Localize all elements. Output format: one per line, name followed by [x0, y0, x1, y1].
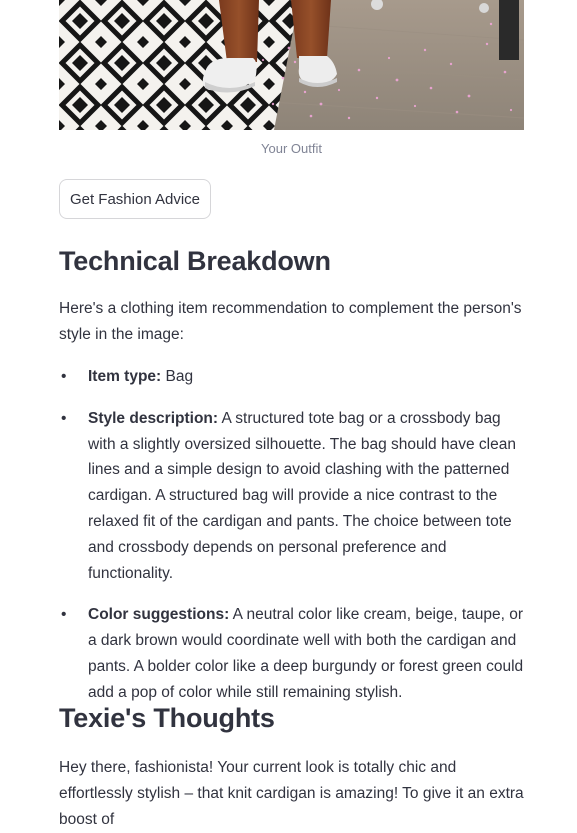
item-text: A neutral color like cream, beige, taupe, or a dark brown would coordinate well with both the cardigan and pants. A bolder color like a deep burgundy or forest green could add a pop of color while still remaining stylish.	[88, 606, 524, 701]
technical-intro-text: Here's a clothing item recommendation to complement the person's style in the image:	[59, 300, 522, 343]
bullet-icon: •	[61, 409, 67, 427]
bullet-icon: •	[61, 368, 67, 385]
technical-breakdown-heading: Technical Breakdown	[59, 246, 331, 276]
image-caption: Your Outfit	[261, 141, 322, 156]
item-text: A structured tote bag or a crossbody bag with a slightly oversized silhouette. The bag should have clean lines and a simple design to avoid clashing with the patterned cardigan. A structured bag will provide a nice contrast to the relaxed fit of the cardigan and pants. The choice between tote and crossbody depends on personal preference and functionality.	[88, 409, 516, 582]
list-item	[59, 602, 529, 705]
get-fashion-advice-button[interactable]: Get Fashion Advice	[59, 179, 211, 219]
list-item	[59, 364, 529, 390]
item-label: Item type:	[88, 368, 162, 385]
item-label: Color suggestions:	[88, 606, 230, 624]
item-text: Bag	[161, 368, 194, 385]
item-label: Style description:	[88, 409, 219, 427]
texies-thoughts-heading: Texie's Thoughts	[59, 703, 275, 733]
bullet-icon: •	[61, 606, 67, 624]
recommendation-list	[59, 364, 529, 722]
outfit-photo	[59, 0, 524, 130]
list-item	[59, 406, 529, 587]
texies-thoughts-text: Hey there, fashionista! Your current look is totally chic and effortlessly stylish – that knit cardigan is amazing! To give it an extra boost of	[59, 759, 524, 828]
